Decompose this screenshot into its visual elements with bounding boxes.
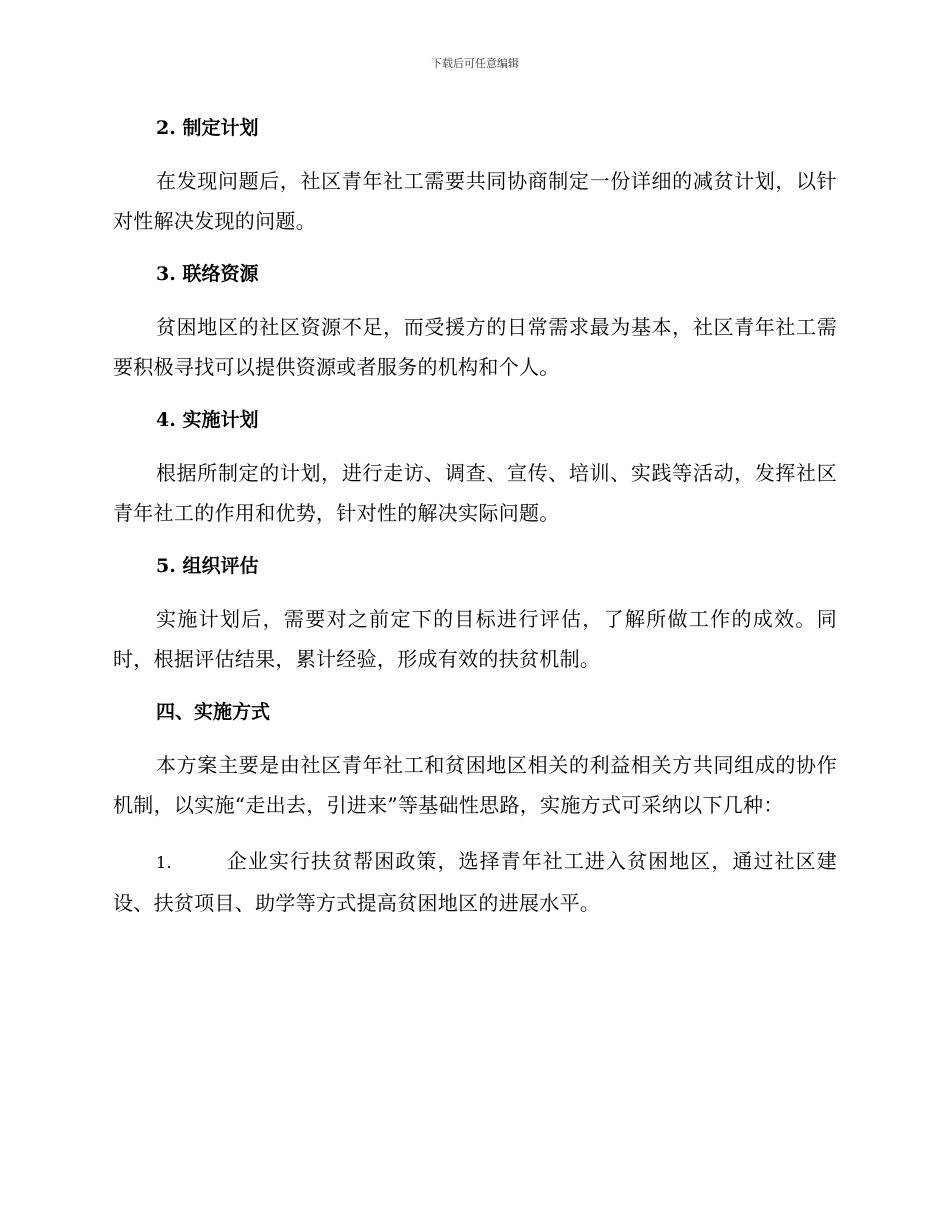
section-heading-methods: 四、实施方式 <box>156 701 271 723</box>
section-heading-evaluation: 5. 组织评估 <box>156 555 259 577</box>
section-paragraph-evaluation: 实施计划后，需要对之前定下的目标进行评估，了解所做工作的成效。同时，根据评估结果，累计经验，形成有效的扶贫机制。 <box>113 607 837 671</box>
list-item-number: 1. <box>156 853 172 872</box>
section-heading-implement: 4. 实施计划 <box>156 409 259 431</box>
section-paragraph-plan: 在发现问题后，社区青年社工需要共同协商制定一份详细的减贫计划，以针对性解决发现的问题。 <box>113 169 837 233</box>
page-header: 下载后可任意编辑 <box>431 57 519 70</box>
section-paragraph-implement: 根据所制定的计划，进行走访、调查、宣传、培训、实践等活动，发挥社区青年社工的作用和优势，针对性的解决实际问题。 <box>113 461 837 525</box>
list-item <box>113 841 837 923</box>
section-heading-plan: 2. 制定计划 <box>156 117 259 139</box>
section-heading-resources: 3. 联络资源 <box>156 263 259 285</box>
document-body <box>113 111 837 939</box>
section-paragraph-resources: 贫困地区的社区资源不足，而受援方的日常需求最为基本，社区青年社工需要积极寻找可以提供资源或者服务的机构和个人。 <box>113 315 837 379</box>
list-item-text: 企业实行扶贫帮困政策，选择青年社工进入贫困地区，通过社区建设、扶贫项目、助学等方式提高贫困地区的进展水平。 <box>113 849 837 915</box>
section-paragraph-methods: 本方案主要是由社区青年社工和贫困地区相关的利益相关方共同组成的协作机制，以实施“走出去，引进来”等基础性思路，实施方式可采纳以下几种： <box>113 753 837 817</box>
